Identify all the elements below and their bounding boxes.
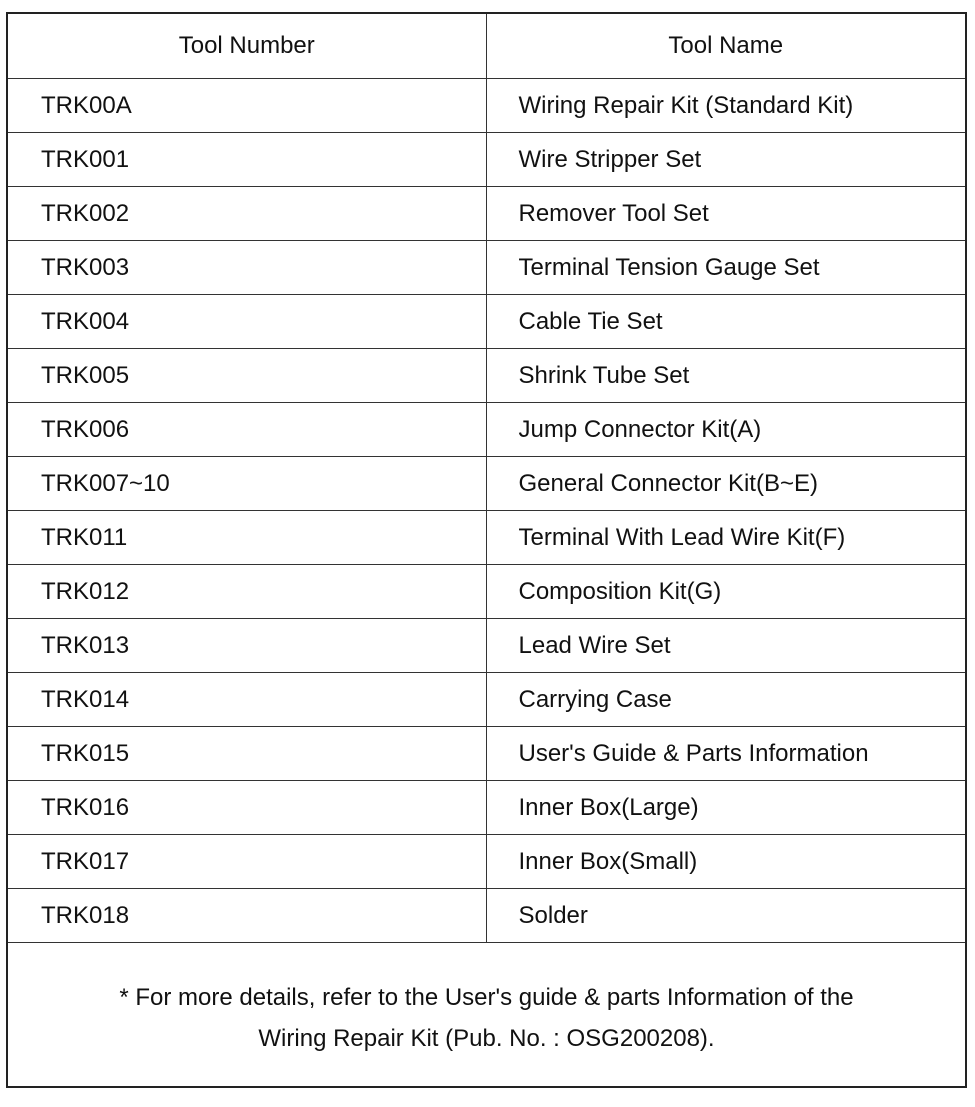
header-tool-number: Tool Number [8, 14, 486, 79]
tool-name-cell: Carrying Case [486, 673, 965, 727]
tool-number-cell: TRK006 [8, 403, 486, 457]
table-row [8, 79, 965, 133]
tool-name-cell: Composition Kit(G) [486, 565, 965, 619]
tool-number-cell: TRK013 [8, 619, 486, 673]
tool-number-cell: TRK012 [8, 565, 486, 619]
tool-number-cell: TRK011 [8, 511, 486, 565]
tool-table [8, 14, 965, 943]
tool-number-cell: TRK018 [8, 889, 486, 943]
tool-number-cell: TRK002 [8, 187, 486, 241]
tool-number-cell: TRK007~10 [8, 457, 486, 511]
tool-name-cell: Wire Stripper Set [486, 133, 965, 187]
table-row [8, 619, 965, 673]
footnote-line-2: Wiring Repair Kit (Pub. No. : OSG200208). [258, 1025, 715, 1052]
tool-name-cell: General Connector Kit(B~E) [486, 457, 965, 511]
tool-number-cell: TRK005 [8, 349, 486, 403]
tool-name-cell: User's Guide & Parts Information [486, 727, 965, 781]
tool-number-cell: TRK015 [8, 727, 486, 781]
tool-name-cell: Shrink Tube Set [486, 349, 965, 403]
tool-number-cell: TRK016 [8, 781, 486, 835]
tool-name-cell: Jump Connector Kit(A) [486, 403, 965, 457]
tool-number-cell: TRK001 [8, 133, 486, 187]
footnote-line-1 [8, 977, 965, 1018]
table-row [8, 673, 965, 727]
table-row [8, 349, 965, 403]
tool-number-cell: TRK014 [8, 673, 486, 727]
table-row [8, 187, 965, 241]
table-row [8, 889, 965, 943]
tool-name-cell: Remover Tool Set [486, 187, 965, 241]
table-row [8, 133, 965, 187]
table-row [8, 781, 965, 835]
table-row [8, 241, 965, 295]
tool-name-cell: Inner Box(Large) [486, 781, 965, 835]
table-row [8, 727, 965, 781]
table-row [8, 835, 965, 889]
table-row [8, 295, 965, 349]
table-row [8, 511, 965, 565]
tool-name-cell: Wiring Repair Kit (Standard Kit) [486, 79, 965, 133]
table-header-row [8, 14, 965, 79]
footnote [8, 943, 965, 1059]
tool-name-cell: Inner Box(Small) [486, 835, 965, 889]
header-tool-name: Tool Name [486, 14, 965, 79]
tool-name-cell: Terminal Tension Gauge Set [486, 241, 965, 295]
table-row [8, 565, 965, 619]
tool-name-cell: Lead Wire Set [486, 619, 965, 673]
tool-number-cell: TRK003 [8, 241, 486, 295]
asterisk-icon: * [119, 984, 129, 1011]
footnote-text-1: For more details, refer to the User's guide & parts Information of the [135, 984, 854, 1011]
tool-number-cell: TRK017 [8, 835, 486, 889]
tool-name-cell: Solder [486, 889, 965, 943]
tool-number-cell: TRK004 [8, 295, 486, 349]
tool-list-document [6, 12, 967, 1088]
tool-number-cell: TRK00A [8, 79, 486, 133]
tool-name-cell: Terminal With Lead Wire Kit(F) [486, 511, 965, 565]
table-row [8, 403, 965, 457]
tool-name-cell: Cable Tie Set [486, 295, 965, 349]
table-row [8, 457, 965, 511]
